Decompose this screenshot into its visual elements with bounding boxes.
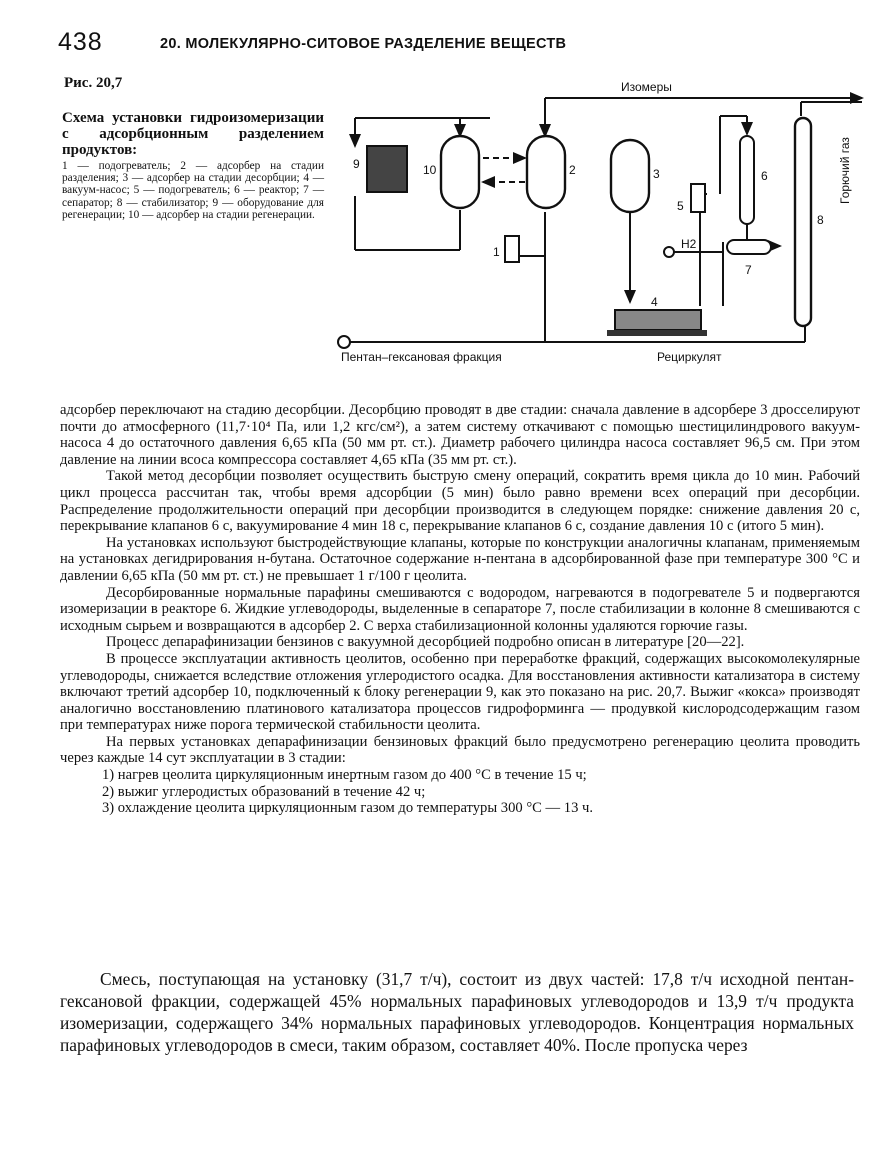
separator-7 (727, 240, 771, 254)
vacuum-pump-4 (615, 310, 701, 330)
adsorber-10 (441, 136, 479, 208)
reactor-6 (740, 136, 754, 224)
paragraph: На первых установках депарафинизации бензиновых фракций было предусмотрено регенерацию цеолита проводить через каждые 14 сут эксплуатации в 3 стадии: (60, 733, 860, 767)
list-item: 1) нагрев цеолита циркуляционным инертным газом до 400 °С в течение 15 ч; (102, 767, 587, 784)
fuel-gas-label: Горючий газ (838, 137, 852, 204)
adsorber-3 (611, 140, 649, 212)
diagram-number-2: 2 (569, 163, 576, 177)
paragraph: Процесс депарафинизации бензинов с вакуумной десорбцией подробно описан в литературе [20—22]. (106, 634, 745, 651)
feed-inlet (338, 336, 350, 348)
diagram-number-10: 10 (423, 163, 437, 177)
isomers-label: Изомеры (621, 80, 672, 94)
heater-1 (505, 236, 519, 262)
heater-5 (691, 184, 705, 212)
list-item: 3) охлаждение цеолита циркуляционным газом до температуры 300 °С — 13 ч. (102, 800, 594, 817)
adsorber-2 (527, 136, 565, 208)
figure-caption (62, 110, 324, 221)
diagram-number-9: 9 (353, 157, 360, 171)
diagram-number-6: 6 (761, 169, 768, 183)
paragraph: На установках используют быстродействующие клапаны, которые по конструкции аналогичны клапанам, применяемым на установках дегидрирования н-бутана. Остаточное содержание н-пентана в адсорбированной фазе при температуре 300 °С и давлении 6,65 кПа (50 мм рт. ст.) не превышает 1 г/100 г цеолита. (60, 534, 860, 584)
recycle-label: Рециркулят (657, 350, 722, 364)
diagram-number-5: 5 (677, 199, 684, 213)
paragraph: В процессе эксплуатации активность цеолитов, особенно при переработке фракций, содержащих высокомолекулярные углеводороды, снижается вследствие отложения углеродистого осадка. Для восстановления активности катализатора в систему включают третий адсорбер 10, подключенный к блоку регенерации 9, как это показано на рис. 20,7. Выжиг «кокса» производят аналогично восстановлению платинового катализатора процессов гидроформинга — продувкой кислородсодержащим газом при температурах ниже порога термической стабильности цеолита. (60, 650, 860, 734)
caption-legend: 1 — подогреватель; 2 — адсорбер на стадии разделения; 3 — адсорбер на стадии десорбции; 4 — вакуум-насос; 5 — подогреватель; 6 — реактор; 7 — сепаратор; 8 — стабилизатор; 9 — оборудование для регенерации; 10 — адсорбер на стадии регенерации. (62, 160, 324, 221)
main-text (60, 968, 854, 1056)
chapter-title: 20. МОЛЕКУЛЯРНО-СИТОВОЕ РАЗДЕЛЕНИЕ ВЕЩЕСТВ (160, 36, 567, 52)
hydrogen-inlet (664, 247, 674, 257)
figure-label: Рис. 20,7 (64, 75, 123, 91)
paragraph: адсорбер переключают на стадию десорбции. Десорбцию проводят в две стадии: сначала давление в адсорбере 3 дросселируют почти до атмосферного (11,7·10⁴ Па, или 1,2 кгс/см²), а затем систему откачивают с помощью шестицилиндрового вакуум-насоса 4 до остаточного давления 6,65 кПа (50 мм рт. ст.). Диаметр рабочего цилиндра насоса составляет 96,5 см. При этом давление на линии всоса компрессора составляет 4,65 кПа (35 мм рт. ст.). (60, 402, 860, 468)
stabilizer-column-8 (795, 118, 811, 326)
caption-title: Схема установки гидроизомеризации с адсорбционным разделением продуктов: (62, 110, 324, 158)
diagram-number-1: 1 (493, 245, 500, 259)
feed-label: Пентан–гексановая фракция (341, 350, 502, 364)
list-item: 2) выжиг углеродистых образований в течение 42 ч; (102, 783, 426, 800)
page-number: 438 (58, 28, 103, 56)
diagram-number-3: 3 (653, 167, 660, 181)
regeneration-unit-9 (367, 146, 407, 192)
main-paragraph: Смесь, поступающая на установку (31,7 т/ч), состоит из двух частей: 17,8 т/ч исходной пентан-гексановой фракции, содержащей 45% нормальных парафиновых углеводородов и 13,9 т/ч продукта изомеризации, содержащего 34% нормальных парафиновых углеводородов. Концентрация нормальных парафиновых углеводородов в смеси, таким образом, составляет 40%. После пропуска через (60, 969, 854, 1055)
diagram-number-8: 8 (817, 213, 824, 227)
process-flow-diagram (335, 74, 865, 370)
running-head (58, 24, 858, 60)
diagram-number-7: 7 (745, 263, 752, 277)
paragraph: Такой метод десорбции позволяет осуществить быструю смену операций, сократить время цикла до 10 мин. Рабочий цикл процесса рассчитан так, чтобы время адсорбции (5 мин) было равно времени всех операций при десорбции. Распределение продолжительности операций при десорбции производится в следующем порядке: снижение давления 20 с, перекрывание клапанов 6 с, вакуумирование 4 мин 18 с, перекрывание клапанов 6 с, создание давления 10 с (итого 5 мин). (60, 468, 860, 535)
diagram-number-4: 4 (651, 295, 658, 309)
h2-label: H2 (681, 237, 697, 251)
body-text (60, 402, 860, 817)
paragraph: Десорбированные нормальные парафины смешиваются с водородом, нагреваются в подогревателе 5 и подвергаются изомеризации в реакторе 6. Жидкие углеводороды, выделенные в сепараторе 7, после стабилизации в колонне 8 смешиваются с исходным сырьем и возвращаются в адсорбер 2. С верха стабилизационной колонны удаляются горючие газы. (60, 584, 860, 634)
